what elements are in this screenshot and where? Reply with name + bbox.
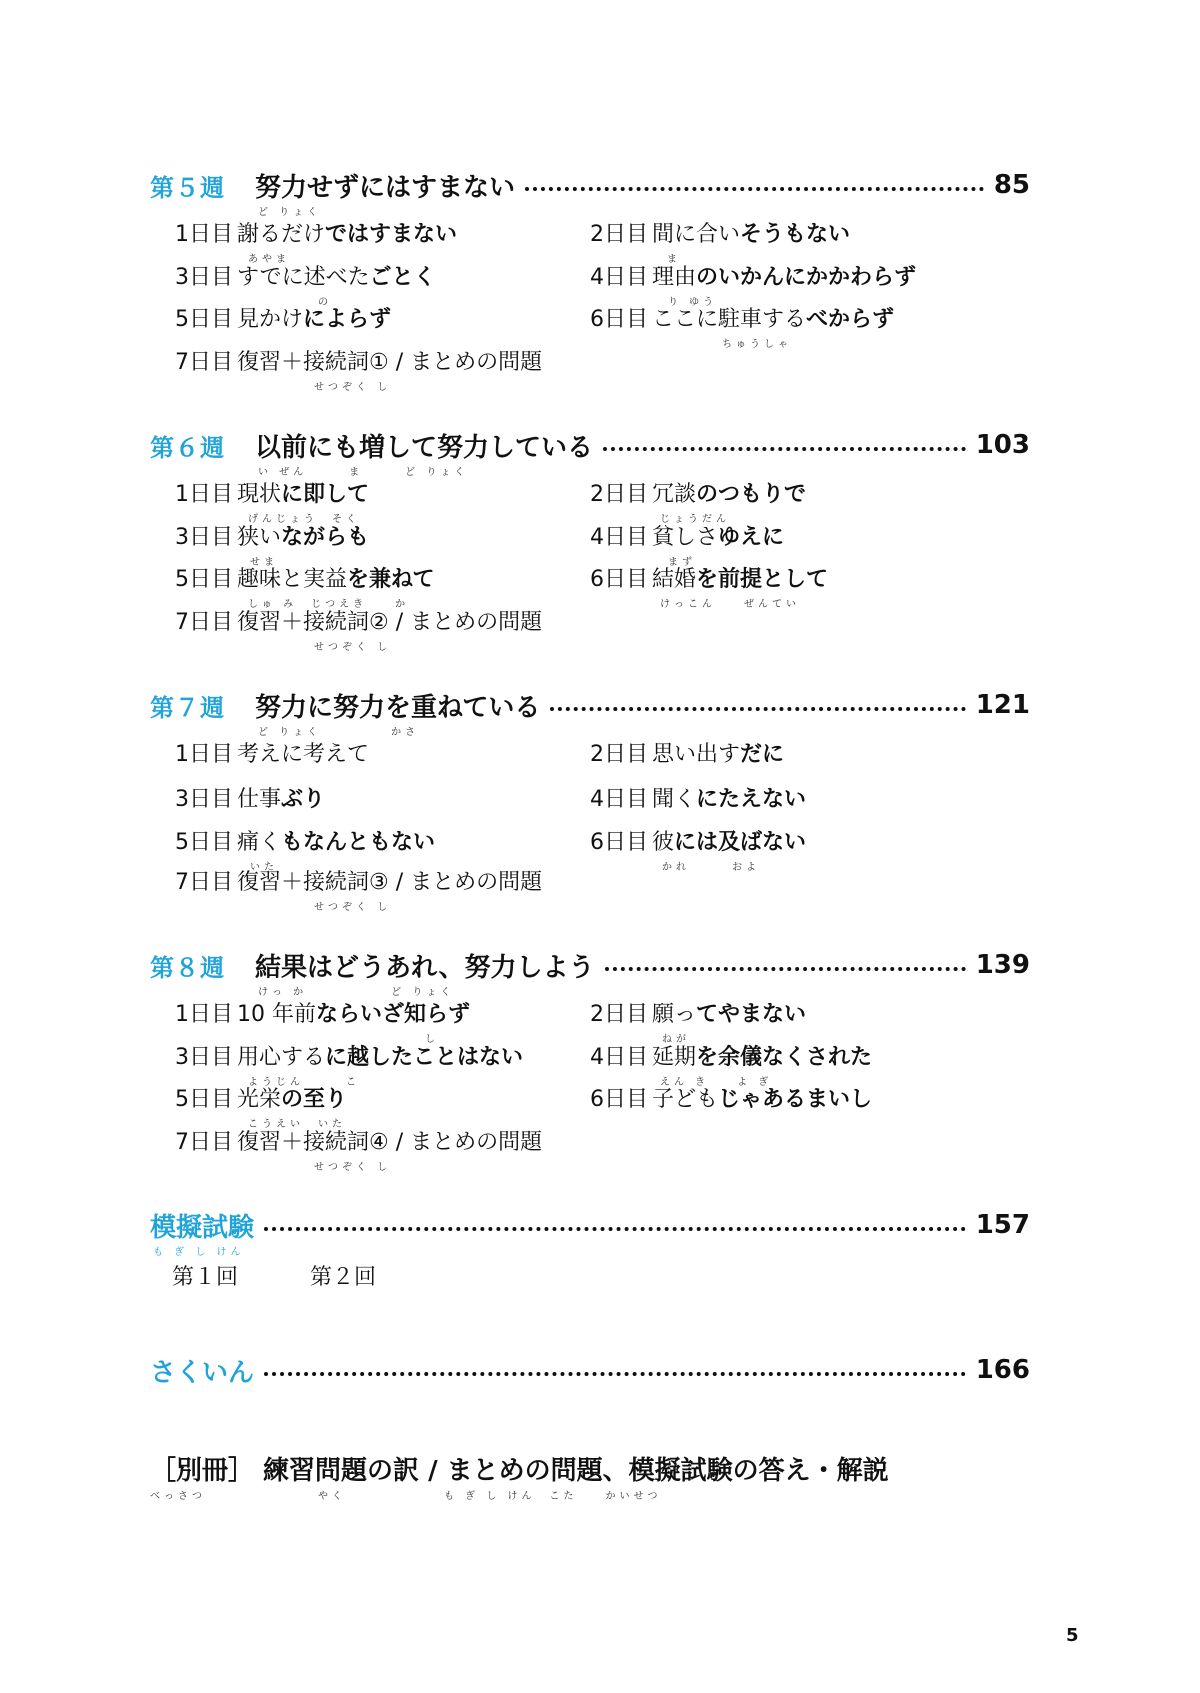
item-ruby: り ゆう <box>668 297 718 308</box>
item-ruby: せつぞく し <box>314 382 392 393</box>
list-item: 1日目 考えに考えて <box>175 742 370 767</box>
index-title: さくいん <box>150 1357 255 1388</box>
list-item: 3日目 狭いながらも <box>175 525 370 550</box>
dot-leader <box>264 1372 966 1376</box>
title-ruby: い ぜん ま ど りょく <box>258 467 469 478</box>
week-label: 第５週 <box>150 173 225 202</box>
item-ruby: しゅ み じつえき か <box>248 599 410 610</box>
item-ruby: せま <box>250 557 278 568</box>
week-heading <box>150 425 1030 465</box>
list-item: 7日目 復習＋接続詞① / まとめの問題 <box>175 350 543 375</box>
exam-round: 第２回 <box>310 1265 377 1290</box>
item-ruby: まず <box>668 557 696 568</box>
title-ruby: ど りょく <box>258 207 322 218</box>
week-heading <box>150 165 1030 205</box>
item-ruby: じょうだん <box>660 514 730 525</box>
list-item: 1日目 謝るだけではすまない <box>175 222 458 247</box>
week-title: 努力に努力を重ねている <box>255 692 541 723</box>
list-item: 7日目 復習＋接続詞③ / まとめの問題 <box>175 870 543 895</box>
exam-heading <box>150 1205 1030 1245</box>
list-item: 7日目 復習＋接続詞② / まとめの問題 <box>175 610 543 635</box>
list-item: 5日目 光栄の至り <box>175 1087 348 1112</box>
appendix-ruby: べっさつ やく も ぎ し けん こた かいせつ <box>150 1491 662 1502</box>
list-item: 6日目 子どもじゃあるまいし <box>590 1087 873 1112</box>
item-ruby: けっこん ぜんてい <box>660 599 800 610</box>
dot-leader <box>550 707 965 711</box>
item-ruby: いた <box>250 862 278 873</box>
list-item: 2日目 冗談のつもりで <box>590 482 807 507</box>
page-reference: 166 <box>975 1355 1030 1385</box>
list-item: 4日目 理由のいかんにかかわらず <box>590 265 917 290</box>
item-ruby: こうえい いた <box>248 1119 346 1130</box>
week-label: 第７週 <box>150 693 225 722</box>
item-ruby: ねが <box>662 1034 690 1045</box>
exam-title: 模擬試験 <box>150 1212 255 1243</box>
list-item: 6日目 彼には及ばない <box>590 830 807 855</box>
list-item: 7日目 復習＋接続詞④ / まとめの問題 <box>175 1130 543 1155</box>
page-reference: 139 <box>975 950 1030 980</box>
item-ruby: せつぞく し <box>314 1162 392 1173</box>
item-ruby: げんじょう そく <box>248 514 360 525</box>
list-item: 2日目 願ってやまない <box>590 1002 807 1027</box>
week-heading <box>150 685 1030 725</box>
list-item: 3日目 仕事ぶり <box>175 787 326 812</box>
page-reference: 103 <box>975 430 1030 460</box>
list-item: 4日目 延期を余儀なくされた <box>590 1045 873 1070</box>
list-item: 3日目 すでに述べたごとく <box>175 265 436 290</box>
title-ruby: も ぎ し けん <box>153 1247 245 1258</box>
list-item: 2日目 思い出すだに <box>590 742 785 767</box>
index-heading <box>150 1350 1030 1390</box>
item-ruby: えん き よ ぎ <box>660 1077 773 1088</box>
list-item: 1日目 現状に即して <box>175 482 370 507</box>
item-ruby: あやま <box>248 254 290 265</box>
list-item: 6日目 ここに駐車するべからず <box>590 307 895 332</box>
item-ruby: ようじん こ <box>248 1077 360 1088</box>
list-item: 6日目 結婚を前提として <box>590 567 829 592</box>
list-item: 4日目 聞くにたえない <box>590 787 807 812</box>
week-label: 第８週 <box>150 953 225 982</box>
week-title: 以前にも増して努力している <box>255 432 594 463</box>
dot-leader <box>264 1227 966 1231</box>
week-title: 努力せずにはすまない <box>255 172 516 203</box>
list-item: 5日目 痛くもなんともない <box>175 830 436 855</box>
dot-leader <box>525 187 984 191</box>
week-label: 第６週 <box>150 433 225 462</box>
title-ruby: けっ か ど りょく <box>258 987 455 998</box>
appendix-line: ［別冊］ 練習問題の訳 / まとめの問題、模擬試験の答え・解説 <box>150 1456 889 1486</box>
list-item: 5日目 見かけによらず <box>175 307 392 332</box>
exam-round: 第１回 <box>172 1265 239 1290</box>
page-reference: 121 <box>975 690 1030 720</box>
list-item: 4日目 貧しさゆえに <box>590 525 785 550</box>
page-number: 5 <box>1066 1625 1079 1646</box>
item-ruby: ま <box>667 254 681 265</box>
item-ruby: かれ およ <box>662 862 760 873</box>
item-ruby: ちゅうしゃ <box>722 339 792 350</box>
item-ruby: の <box>318 297 332 308</box>
page-reference: 85 <box>993 170 1030 200</box>
list-item: 3日目 用心するに越したことはない <box>175 1045 524 1070</box>
list-item: 2日目 間に合いそうもない <box>590 222 851 247</box>
dot-leader <box>603 447 966 451</box>
week-title: 結果はどうあれ、努力しよう <box>255 952 595 983</box>
item-ruby: せつぞく し <box>314 642 392 653</box>
list-item: 1日目 10 年前ならいざ知らず <box>175 1002 471 1027</box>
item-ruby: せつぞく し <box>314 902 392 913</box>
week-heading <box>150 945 1030 985</box>
dot-leader <box>605 967 966 971</box>
title-ruby: ど りょく かさ <box>258 727 420 738</box>
item-ruby: し <box>425 1034 439 1045</box>
list-item: 5日目 趣味と実益を兼ねて <box>175 567 435 592</box>
page-reference: 157 <box>975 1210 1030 1240</box>
